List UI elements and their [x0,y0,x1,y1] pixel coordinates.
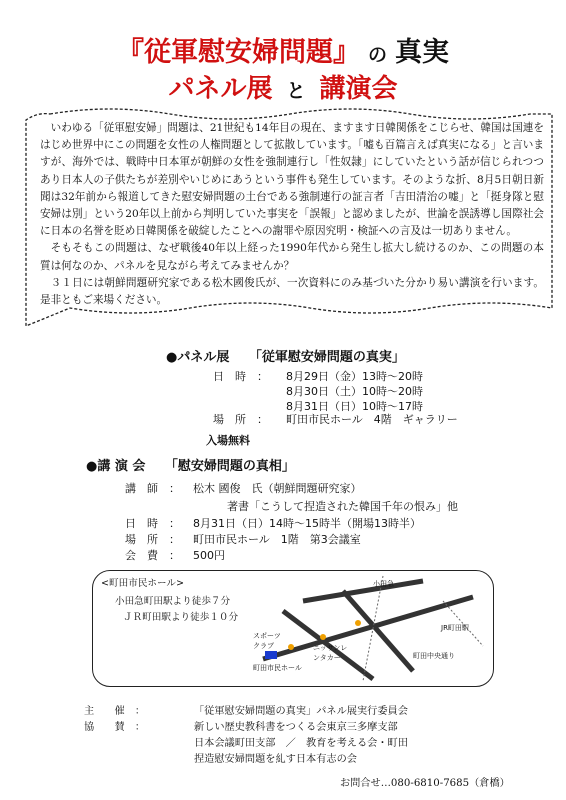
cityhall-marker [265,651,277,659]
map-label-central: 町田中央通り [413,652,455,660]
title-truth: 真実 [395,37,449,68]
sports-marker [288,644,294,650]
support-label: 協 賛 ： [84,722,146,733]
map-label-sports: スポーツクラブ [253,632,281,650]
supporter: 日本会議町田支部 ／ 教育を考える会・町田 [194,738,408,749]
map-title: <町田市民ホール> [101,578,185,589]
map-label-jr: JR町田駅 [441,624,469,632]
panel-date-2: 8月30日（土）10時～20時 [286,385,423,398]
intro-text [40,120,544,309]
intro-paragraph: ３１日には朝鮮問題研究家である松木國俊氏が、一次資料にのみ基づいた分かり易い講演を行います。是非ともご来場ください。 [40,276,544,307]
lecture-speaker-label: 講 師 ： [125,482,180,495]
supporter: 捏造慰安婦問題を糺す日本有志の会 [194,754,357,765]
lecture-fee-label: 会 費 ： [125,549,180,562]
title-to: と [286,80,306,102]
intro-box [20,108,558,333]
panel-place-label: 場 所 ： [213,413,268,426]
panel-admission: 入場無料 [206,434,250,447]
lecture-book: 著書「こうして捏造された韓国千年の恨み」他 [227,500,458,513]
nissan-marker [320,634,326,640]
organizer: 「従軍慰安婦問題の真実」パネル展実行委員会 [194,706,408,717]
panel-date-3: 8月31日（日）10時～17時 [286,400,423,413]
title-no: の [367,44,387,66]
map-label-cityhall: 町田市民ホール [253,664,302,672]
organizer-label: 主 催 ： [84,706,146,717]
lecture-date: 8月31日（日）14時～15時半（開場13時半） [193,517,421,530]
map-access-jr: ＪＲ町田駅より徒歩１０分 [123,612,239,623]
lecture-place-label: 場 所 ： [125,533,180,546]
map-label-odakyu: 小田急 [373,580,394,588]
title-lecture: 講演会 [319,74,398,104]
map-access-odakyu: 小田急町田駅より徒歩７分 [115,596,231,607]
intro-paragraph: そもそもこの問題は、なぜ戦後40年以上経った1990年代から発生し拡大し続けるのか、この問題の本質は何なのか、パネルを見ながら考えてみませんか？ [40,242,544,272]
supporter: 新しい歴史教科書をつくる会東京三多摩支部 [194,722,398,733]
lecture-fee: 500円 [193,549,225,562]
title-main: 『従軍慰安婦問題』 [116,37,360,68]
map-label-nissan: ニッサンレンタカー [313,644,348,662]
lecture-date-label: 日 時 ： [125,517,180,530]
lecture-place: 町田市民ホール 1階 第3会議室 [193,533,361,546]
intro-paragraph: いわゆる「従軍慰安婦」問題は、21世紀も14年目の現在、ますます日韓関係をこじらせ、韓国は国連をはじめ世界中にこの問題を女性の人権問題として拡散しています。「嘘も百篇言えば真実になる」と言いますが、海外では、戦時中日本軍が朝鮮の女性を強制連行し「性奴隷」にしていたという話が信じられつつあり日本人の子供たちが差別やいじめにあうという事件も発生しています。そのような折、8月5日朝日新聞は32年前から報道してきた慰安婦問題の土台である強制連行の証言者「吉田清治の嘘」と「挺身隊と慰安婦は別」という20年以上前から判明していた事実を「誤報」と認めましたが、世論を誤誘導し国際社会に日本の名誉を貶め日韓関係を破綻したことへの謝罪や原因究明・検証への言及は一切ありません。 [40,122,544,238]
contact: お問合せ…080-6810-7685（倉橋） [340,778,510,789]
title-panel: パネル展 [168,74,273,104]
map-box [92,570,494,687]
panel-place: 町田市民ホール 4階 ギャラリー [286,413,458,426]
panel-date-label: 日 時 ： [213,370,268,383]
page-title [0,30,566,69]
lecture-speaker: 松木 國俊 氏（朝鮮問題研究家） [193,482,362,495]
lecture-heading: ●講 演 会 「慰安婦問題の真相」 [86,459,295,474]
page-subtitle [0,68,566,105]
panel-heading: ●パネル展 「従軍慰安婦問題の真実」 [166,350,405,365]
panel-date-1: 8月29日（金）13時～20時 [286,370,423,383]
poi-marker [355,620,361,626]
